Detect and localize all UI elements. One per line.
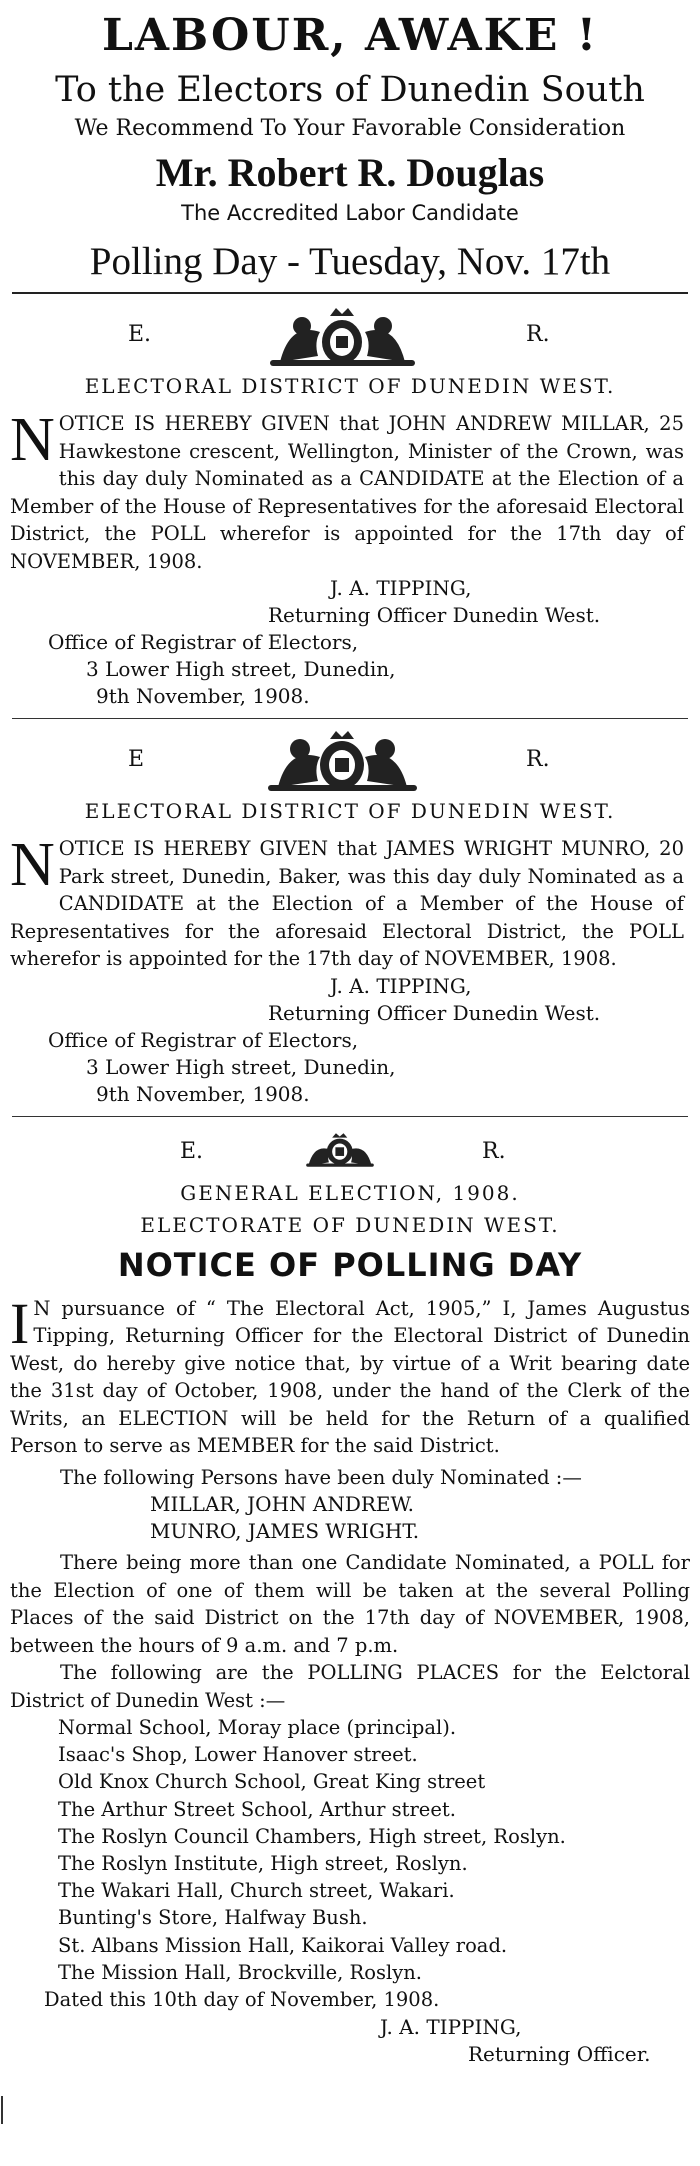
royal-crest-icon	[250, 727, 435, 793]
polling-place: The Roslyn Council Chambers, High street, Roslyn.	[58, 1824, 566, 1848]
dated-line: Dated this 10th day of November, 1908.	[44, 1988, 440, 2012]
office-line-2: 3 Lower High street, Dunedin,	[86, 657, 396, 681]
signer-title: Returning Officer Dunedin West.	[268, 1000, 601, 1025]
crest-row	[0, 302, 700, 368]
polling-day-line: Polling Day - Tuesday, Nov. 17th	[89, 240, 611, 283]
divider	[12, 718, 688, 719]
office-line-3: 9th November, 1908.	[96, 684, 310, 708]
drop-cap: I	[10, 1290, 30, 1356]
polling-place: Normal School, Moray place (principal).	[58, 1716, 457, 1739]
office-line-2: 3 Lower High street, Dunedin,	[86, 1054, 396, 1079]
poll-paragraph: There being more than one Candidate Nominated, a POLL for the Election of one of them will be taken at the several Polling Places of the said District on the 17th day of NOVEMBER, 1908, between the hours of 9 a.m. and 7 p.m.	[10, 1551, 690, 1657]
royal-crest-icon	[290, 1125, 390, 1175]
royal-crest-icon	[250, 302, 435, 368]
crest-row	[0, 1125, 700, 1175]
recommend-line: We Recommend To Your Favorable Consideration	[74, 116, 626, 141]
candidate-name: Mr. Robert R. Douglas	[155, 150, 545, 195]
polling-place: The Arthur Street School, Arthur street.	[58, 1797, 456, 1821]
nominee: MUNRO, JAMES WRIGHT.	[150, 1519, 420, 1543]
polling-place: Isaac's Shop, Lower Hanover street.	[58, 1743, 418, 1767]
er-left: E	[128, 747, 145, 772]
notice-text: OTICE IS HEREBY GIVEN that JAMES WRIGHT MUNRO, 20 Park street, Dunedin, Baker, was this day duly Nominated as a CANDIDATE at the Election of a Member of the House of Representatives for the aforesaid Electoral District, the POLL wherefor is appointed for the 17th day of NOVEMBER, 1908.	[10, 837, 684, 970]
to-electors-heading: To the Electors of Dunedin South	[55, 70, 645, 110]
district-heading: ELECTORAL DISTRICT OF DUNEDIN WEST.	[84, 374, 616, 398]
er-left: E.	[180, 1138, 204, 1164]
polling-place: Old Knox Church School, Great King street	[58, 1770, 486, 1794]
headline: LABOUR, AWAKE !	[101, 10, 599, 61]
notice-text: OTICE IS HEREBY GIVEN that JOHN ANDREW MILLAR, 25 Hawkestone crescent, Wellington, Minister of the Crown, was this day duly Nominated as a CANDIDATE at the Election of a Member of the House of Representatives for the aforesaid Electoral District, the POLL wherefor is appointed for the 17th day of NOVEMBER, 1908.	[10, 412, 684, 573]
margin-mark	[1, 2096, 3, 2124]
drop-cap: N	[10, 406, 55, 474]
signer-name: J. A. TIPPING,	[380, 2014, 522, 2039]
polling-place: St. Albans Mission Hall, Kaikorai Valley road.	[58, 1933, 508, 1957]
er-right: R.	[526, 747, 550, 772]
general-election-heading: GENERAL ELECTION, 1908.	[180, 1180, 520, 1205]
er-right: R.	[482, 1138, 506, 1164]
polling-place: The Mission Hall, Brockville, Roslyn.	[58, 1960, 422, 1984]
intro-text: N pursuance of “ The Electoral Act, 1905,” I, James Augustus Tipping, Returning Officer for the Electoral District of Dunedin West, do hereby give notice that, by virtue of a Writ bearing date the 31st day of October, 1908, under the hand of the Clerk of the Writs, an ELECTION will be held for the Return of a qualified Person to serve as MEMBER for the said District.	[10, 1296, 690, 1457]
polling-place: The Roslyn Institute, High street, Roslyn.	[58, 1852, 468, 1876]
er-right: R.	[526, 322, 550, 347]
er-left: E.	[128, 322, 152, 347]
office-line-3: 9th November, 1908.	[96, 1081, 310, 1106]
office-line-1: Office of Registrar of Electors,	[48, 630, 359, 654]
notice-paragraph	[10, 831, 684, 973]
signer-title: Returning Officer Dunedin West.	[268, 603, 601, 627]
signer-name: J. A. TIPPING,	[330, 576, 472, 600]
polling-place: The Wakari Hall, Church street, Wakari.	[58, 1879, 455, 1903]
nominated-intro: The following Persons have been duly Nominated :—	[60, 1465, 582, 1489]
drop-cap: N	[10, 831, 55, 899]
polling-place: Bunting's Store, Halfway Bush.	[58, 1906, 368, 1930]
polling-notice-title: NOTICE OF POLLING DAY	[117, 1245, 583, 1284]
signer-title: Returning Officer.	[468, 2041, 651, 2066]
divider	[12, 1116, 688, 1117]
crest-row	[0, 727, 700, 793]
office-line-1: Office of Registrar of Electors,	[48, 1027, 359, 1052]
divider	[12, 292, 688, 294]
accredited-line: The Accredited Labor Candidate	[181, 201, 519, 225]
notice-paragraph	[10, 406, 684, 575]
places-intro: The following are the POLLING PLACES for the Eelctoral District of Dunedin West :—	[10, 1661, 690, 1712]
nominee: MILLAR, JOHN ANDREW.	[150, 1492, 414, 1516]
signer-name: J. A. TIPPING,	[330, 973, 472, 998]
intro-paragraph	[10, 1290, 690, 1460]
electorate-heading: ELECTORATE OF DUNEDIN WEST.	[140, 1212, 560, 1237]
district-heading: ELECTORAL DISTRICT OF DUNEDIN WEST.	[84, 799, 616, 823]
